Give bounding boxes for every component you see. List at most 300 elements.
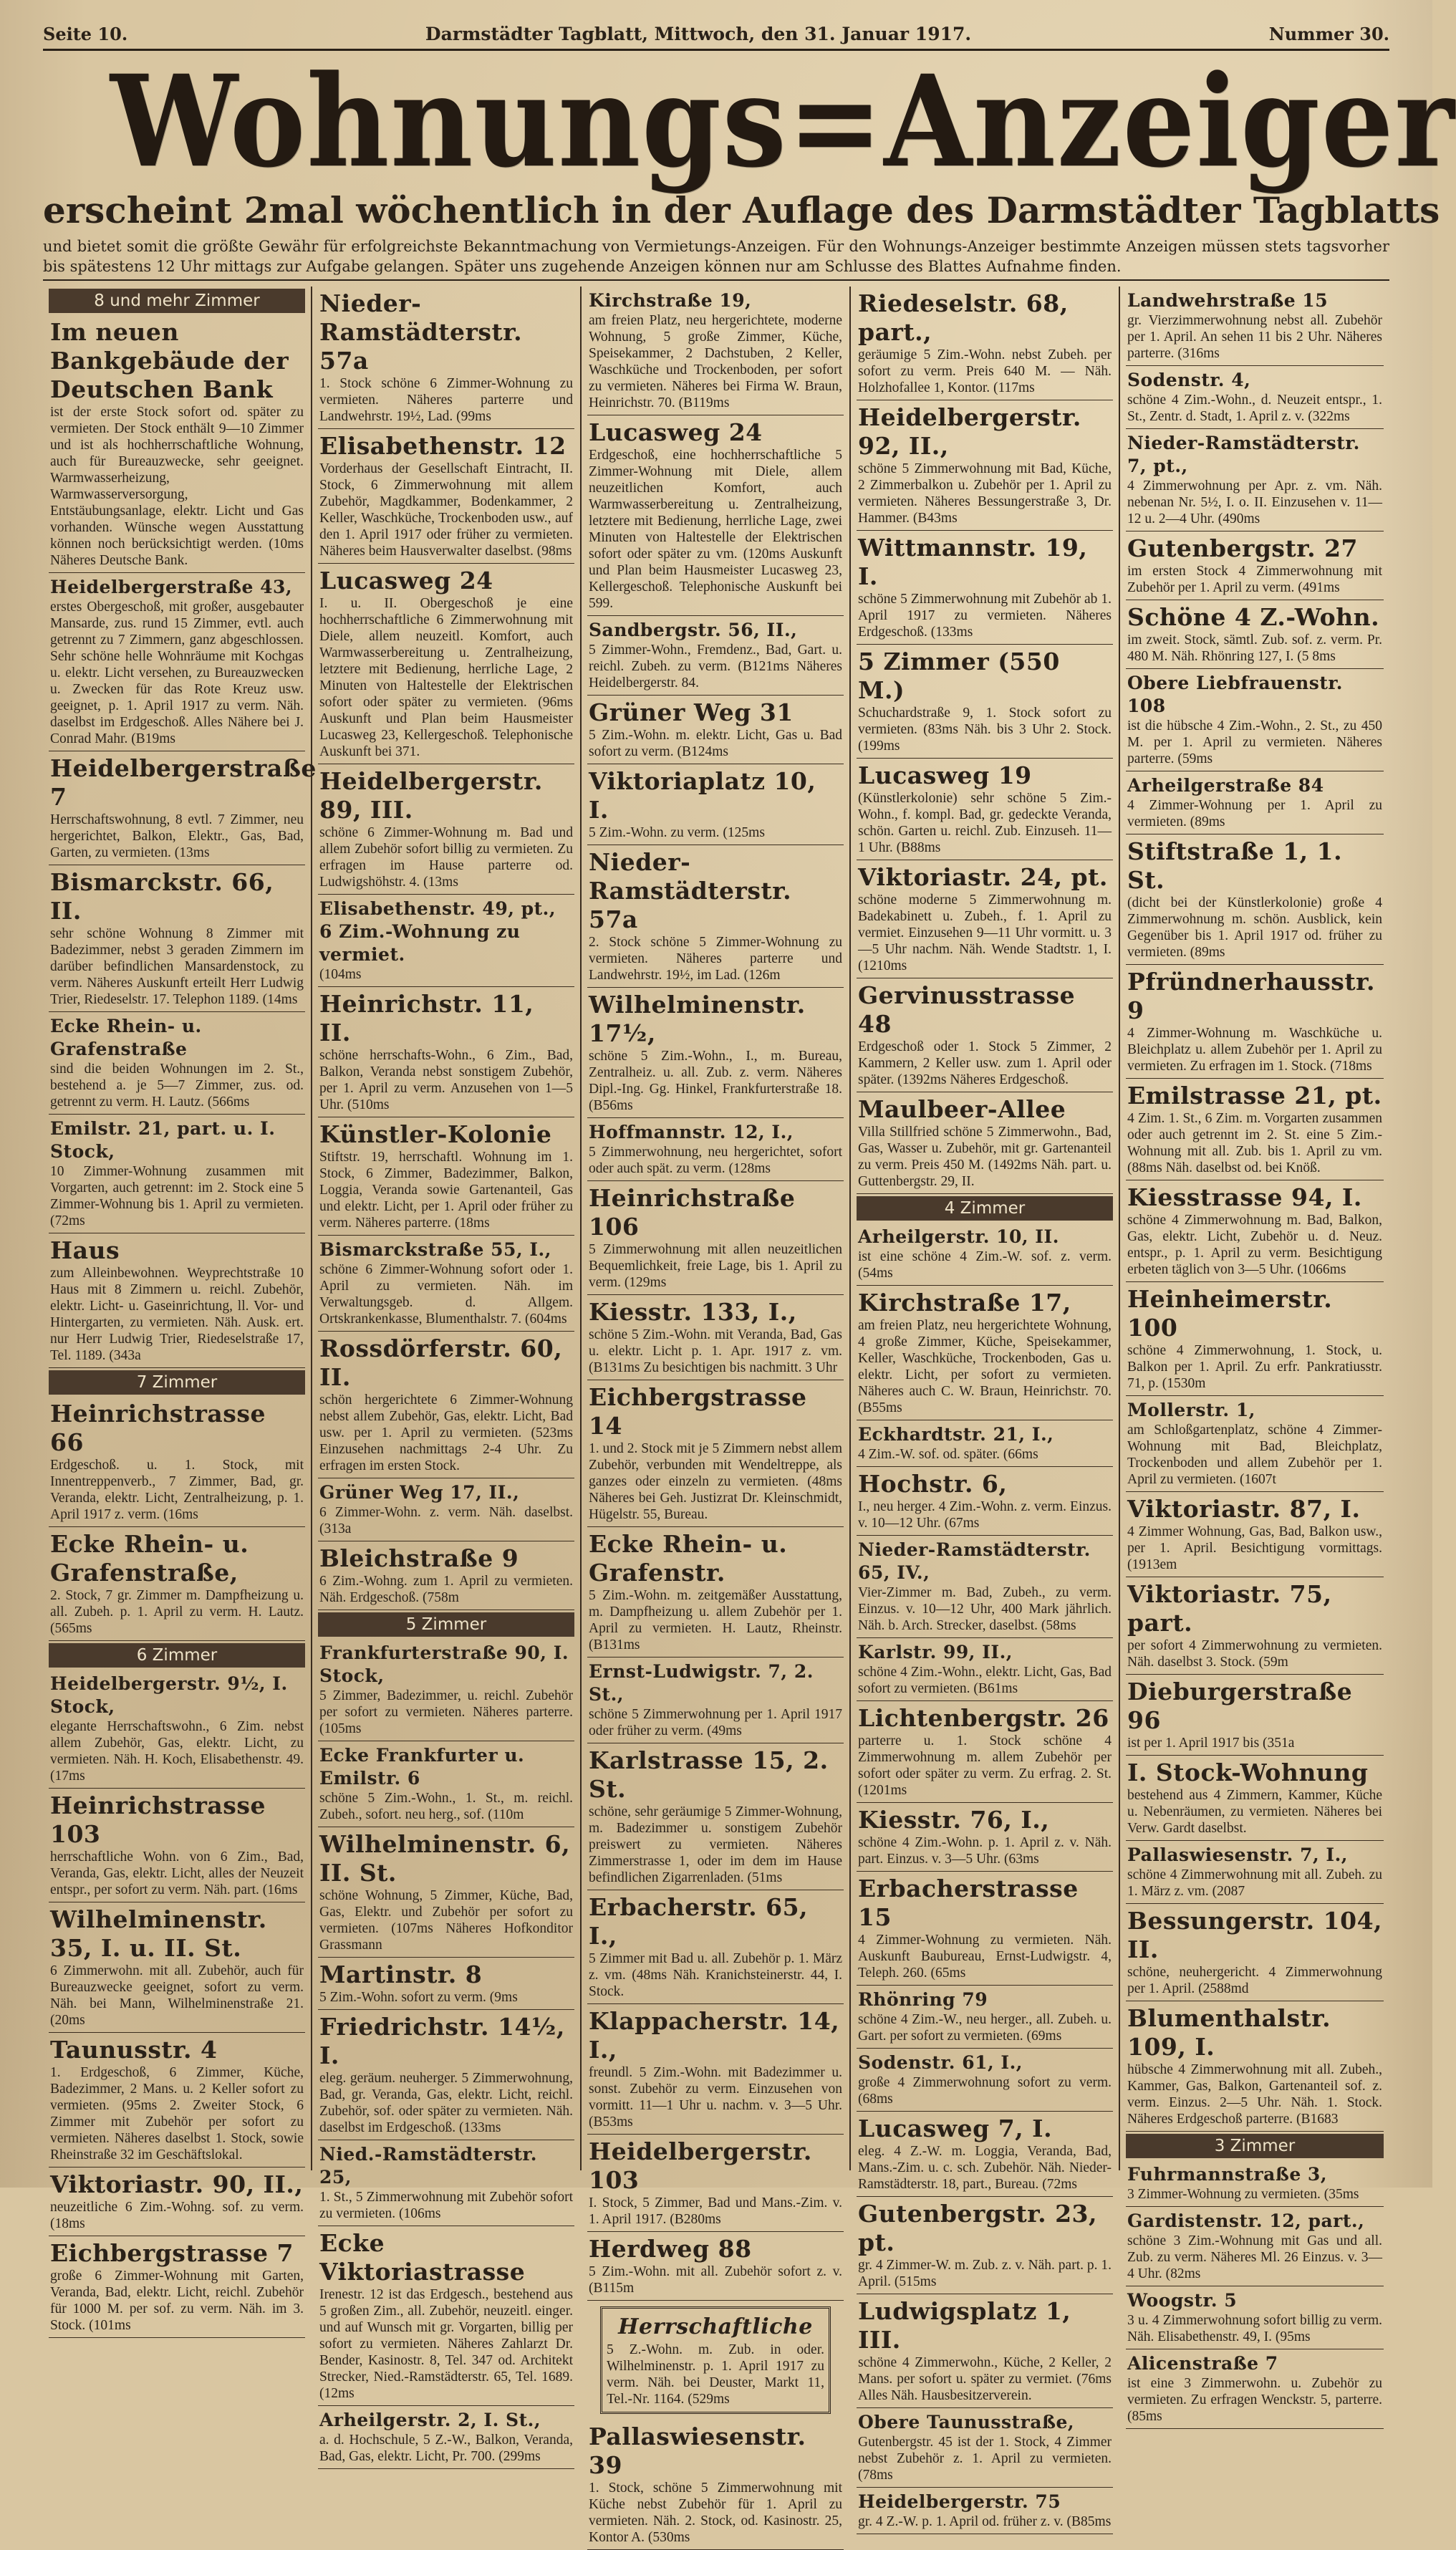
listing-text: Vier-Zimmer m. Bad, Zubeh., zu verm. Einzus. v. 10—12 Uhr, 400 Mark jährlich. Näh. b. Arch. Strecker, daselbst. (58ms [858, 1585, 1112, 1633]
listing-text: hübsche 4 Zimmerwohnung mit all. Zubeh., Kammer, Gas, Balkon, Gartenanteil sof. z. verm. Einzus. 2—5 Uhr. Näh. 1. Stock. Näheres Erdgeschoß parterre. (B1683 [1127, 2062, 1382, 2127]
listing-address: Friedrichstr. 14½, I. [319, 2013, 565, 2069]
listing-ad [318, 987, 574, 1117]
listing-ad [587, 845, 844, 988]
listing-text: 3 u. 4 Zimmerwohnung sofort billig zu verm. Näh. Elisabethenstr. 49, I. (95ms [1127, 2313, 1382, 2344]
listing-text: schöne 5 Zim.-Wohn., I., m. Bureau, Zentralheiz. u. all. Zub. z. verm. Näheres Dipl.-Ing. Gg. Hinkel, Frankfurterstraße 18. (B56ms [589, 1049, 842, 1113]
listing-ad [857, 645, 1113, 759]
listing-address: Bleichstraße 9 [319, 1544, 519, 1572]
listing-text: Erdgeschoß, eine hochherrschaftliche 5 Zimmer-Wohnung mit Diele, allem neuzeitlichen Komfort, auch Warmwasserbereitung u. Zentralheizung, letztere mit Bedienung, herrliche Lage, zwei Minuten von Haltestelle der Elektrischen sofort oder später zu vm. (120ms Auskunft und Plan beim Hausmeister Lucasweg 23, Kellergeschoß. Telephonische Auskunft bei 599. [589, 448, 842, 611]
listing-text: am freien Platz, neu hergerichtete, moderne Wohnung, 5 große Zimmer, Küche, Speisekammer, 2 Dachstuben, 2 Keller, Waschküche und Trockenboden, per sofort zu vermieten. Näheres bei Firma W. Braun, Heinrichstr. 70. (B119ms [589, 313, 842, 410]
listing-column [43, 287, 317, 2333]
listing-ad [857, 1701, 1113, 1803]
listing-ad [857, 2112, 1113, 2197]
listing-ad [49, 1115, 305, 1233]
section-heading: 4 Zimmer [857, 1196, 1113, 1221]
listing-address: Wittmannstr. 19, I. [858, 534, 1088, 590]
newspaper-dateline: Darmstädter Tagblatt, Mittwoch, den 31. Januar 1917. [425, 24, 972, 44]
listing-text: schöne Wohnung, 5 Zimmer, Küche, Bad, Gas, Elektr. und Zubehör per sofort zu vermieten. (107ms Näheres Hofkonditor Grassmann [319, 1888, 573, 1953]
listing-ad [1126, 531, 1384, 600]
listing-text: (104ms [319, 967, 362, 982]
listing-text: schöne 5 Zimmerwohnung mit Bad, Küche, 2 Zimmerbalkon u. Zubehör per 1. April zu vermieten. Näheres Bessungerstraße 3, Dr. Hammer. (B43ms [858, 461, 1112, 526]
listing-ad [1126, 1841, 1384, 1904]
listing-text: a. d. Hochschule, 5 Z.-W., Balkon, Veranda, Bad, Gas, elektr. Licht, Pr. 700. (299ms [319, 2433, 573, 2464]
listing-text: herrschaftliche Wohn. von 6 Zim., Bad, Veranda, Gas, elektr. Licht, alles der Neuzeit entspr., per sofort zu verm. Näh. part. (16ms [50, 1849, 304, 1897]
listing-text: im ersten Stock 4 Zimmerwohnung mit Zubehör per 1. April zu verm. (491ms [1127, 564, 1382, 595]
listing-address: Riedeselstr. 68, part., [858, 289, 1069, 346]
listing-text: 5 Zimmer-Wohn., Fremdenz., Bad, Gart. u. reichl. Zubeh. zu verm. (B121ms Näheres Heidelbergerstr. 84. [589, 643, 842, 691]
listing-text: Vorderhaus der Gesellschaft Eintracht, II. Stock, 6 Zimmerwohnung mit allem Zubehör, Magdkammer, Bodenkammer, 2 Keller, Waschküche, Trockenboden usw., auf den 1. April 1917 oder früher zu vermieten. Näheres beim Hausverwalter daselbst. (98ms [319, 461, 573, 559]
listing-text: 4 Zim. 1. St., 6 Zim. m. Vorgarten zusammen oder auch getrennt im 2. St. eine 5 Zim.-Wohnung mit all. Zub. bis 1. April zu vm. (88ms Näh. daselbst od. bei Knöß. [1127, 1111, 1382, 1175]
masthead [43, 47, 1456, 196]
section-heading: 8 und mehr Zimmer [49, 289, 305, 313]
listing-address: Lucasweg 19 [858, 761, 1032, 789]
listing-text: 1. und 2. Stock mit je 5 Zimmern nebst allem Zubehör, verbunden mit Wendeltreppe, als ganzes oder einzeln zu vermieten. (48ms Näheres bei Geh. Justizrat Dr. Kleinschmidt, Hügelstr. 55, Bureau. [589, 1441, 842, 1522]
listing-ad [1126, 2160, 1384, 2207]
listing-text: Erdgeschoß oder 1. Stock 5 Zimmer, 2 Kammern, 2 Keller usw. zum 1. April oder später. (1392ms Näheres Erdgeschoß. [858, 1039, 1112, 1087]
listing-address: Blumenthalstr. 109, I. [1127, 2004, 1331, 2061]
listing-ad [49, 315, 305, 573]
listing-ad [587, 616, 844, 696]
listing-address: Heinrichstrasse 66 [50, 1400, 266, 1456]
listing-address: Heidelbergerstraße 43, [50, 577, 293, 597]
listing-ad [857, 2488, 1113, 2534]
listing-ad [318, 1827, 574, 1958]
listing-ad [1126, 2001, 1384, 2132]
listing-address: Bismarckstraße 55, I., [319, 1239, 551, 1260]
listing-text: 5 Zim.-Wohn. m. zeitgemäßer Ausstattung, m. Dampfheizung u. allem Zubehör per 1. April zu vermieten. H. Lautz, Rheinstr. (B131ms [589, 1588, 842, 1652]
listing-ad [1126, 1675, 1384, 1756]
listing-text: große 4 Zimmerwohnung sofort zu verm. (68ms [858, 2075, 1112, 2107]
listing-address: Karlstrasse 15, 2. St. [589, 1746, 829, 1803]
listing-text: bestehend aus 4 Zimmern, Kammer, Küche u. Nebenräumen, zu vermieten. Näheres bei Verw. Gardt daselbst. [1127, 1788, 1382, 1836]
listing-address: Grüner Weg 17, II., [319, 1482, 520, 1503]
listing-text: schöne moderne 5 Zimmerwohnung m. Badekabinett u. Zubeh., f. 1. April zu vermiet. Einzusehen 9—11 Uhr vormitt. u. 3—5 Uhr nachm. Näh. Wende Stadtstr. 1, I. (1210ms [858, 892, 1112, 973]
listing-text: Gutenbergstr. 45 ist der 1. Stock, 4 Zimmer nebst Zubehör z. 1. April zu vermieten. (78ms [858, 2435, 1112, 2483]
listing-address: Lichtenbergstr. 26 [858, 1704, 1109, 1732]
listing-text: 4 Zimmer-Wohnung zu vermieten. Näh. Auskunft Baubureau, Ernst-Ludwigstr. 4, Teleph. 260. (65ms [858, 1933, 1112, 1981]
listing-ad [857, 759, 1113, 860]
listing-text: erstes Obergeschoß, mit großer, ausgebauter Mansarde, zus. rund 15 Zimmer, evtl. auch getrennt zu 7 Zimmern, ganz abgeschlossen. Sehr schöne helle Wohnräume mit Kochgas u. elektr. Licht versehen, zu Bureauzwecken u. Zwecken für das Rote Kreuz usw. geeignet, p. 1. April 1917 zu verm. Näh. daselbst im Erdgeschoß. Alles Nähere bei J. Conrad Mahr. (B19ms [50, 600, 304, 746]
listing-text: Herrschaftswohnung, 8 evtl. 7 Zimmer, neu hergerichtet, Balkon, Elektr., Gas, Bad, Garten, zu vermieten. (13ms [50, 812, 304, 860]
page-subtitle: erscheint 2mal wöchentlich in der Auflage des Darmstädter Tagblatts [43, 189, 1440, 231]
listing-address: Viktoriastr. 75, part. [1127, 1580, 1332, 1637]
listing-text: sehr schöne Wohnung 8 Zimmer mit Badezimmer, nebst 3 geraden Zimmern im darüber befindlichen Mansardenstock, zu verm. Näheres Auskunft erteilt Herr Ludwig Trier, Riedeselstr. 17. Telephon 1189. (14ms [50, 926, 304, 1007]
listing-ad [857, 1420, 1113, 1467]
listing-address: Ecke Rhein- u. Grafenstraße, [50, 1530, 249, 1587]
listing-text: neuzeitliche 6 Zim.-Wohng. sof. zu verm. (18ms [50, 2200, 304, 2231]
listing-address: Kirchstraße 19, [589, 290, 752, 311]
listing-text: per sofort 4 Zimmerwohnung zu vermieten. Näh. daselbst 3. Stock. (59m [1127, 1638, 1382, 1670]
listing-address: Gervinusstrasse 48 [858, 981, 1076, 1038]
listing-ad [857, 2294, 1113, 2408]
listing-ad [587, 1658, 844, 1743]
listing-ad [857, 400, 1113, 531]
listing-ad [587, 2004, 844, 2135]
listing-address: Haus [50, 1236, 120, 1264]
listing-text: 5 Zim.-Wohn. sofort zu verm. (9ms [319, 1990, 518, 2005]
listing-text: Stiftstr. 19, herrschaftl. Wohnung im 1. Stock, 6 Zimmer, Badezimmer, Balkon, Loggia, Veranda sowie Gartenanteil, Gas und elektr. Licht, per 1. April oder früher zu verm. Näheres parterre. (18ms [319, 1150, 573, 1231]
listing-text: am freien Platz, neu hergerichtete Wohnung, 4 große Zimmer, Küche, Speisekammer, Keller, Waschküche, Trockenboden, Gas u. elektr. Licht, per sofort zu vermieten. Näheres auch C. W. Braun, Heinrichstr. 70. (B55ms [858, 1318, 1112, 1415]
listing-address: Bessungerstr. 104, II. [1127, 1907, 1383, 1963]
listing-text: 4 Zimmer-Wohnung m. Waschküche u. Bleichplatz u. allem Zubehör per 1. April zu vermieten. Zu erfragen im 1. Stock. (718ms [1127, 1026, 1382, 1074]
listing-column [851, 287, 1120, 2529]
listing-text: schön hergerichtete 6 Zimmer-Wohnung nebst allem Zubehör, Gas, elektr. Licht, Bad usw. per 1. April zu vermieten. (523ms Einzusehen nachmittags 2-4 Uhr. Zu erfragen im ersten Stock. [319, 1392, 573, 1473]
listing-address: Hochstr. 6, [858, 1470, 1008, 1498]
listing-ad [1126, 1282, 1384, 1396]
listing-address: Taunusstr. 4 [50, 2036, 218, 2064]
listing-address: Erbacherstrasse 15 [858, 1875, 1079, 1931]
listing-address: Eichbergstrasse 7 [50, 2239, 294, 2267]
listing-ad [587, 696, 844, 764]
listing-ad [49, 751, 317, 865]
listing-text: eleg. geräum. neuherger. 5 Zimmerwohnung, Bad, gr. Veranda, Gas, elektr. Licht, reichl. Zubehör, sof. oder später zu vermieten. Näh. daselbst im Erdgeschoß. (133ms [319, 2071, 573, 2135]
listing-ad [587, 1380, 844, 1527]
listing-ad [587, 2232, 844, 2301]
listing-address: Kiesstr. 133, I., [589, 1298, 797, 1326]
listing-ad [1126, 287, 1384, 366]
listing-address: Elisabethenstr. 12 [319, 432, 567, 460]
listing-address: Martinstr. 8 [319, 1960, 483, 1988]
listing-address: Im neuen Bankgebäude der Deutschen Bank [50, 318, 289, 403]
listing-text: (Künstlerkolonie) sehr schöne 5 Zim.-Wohn., f. kompl. Bad, gr. gedeckte Veranda, schön. Garten u. reichl. Zub. Einzuseh. 11—1 Uhr. (B88ms [858, 791, 1112, 855]
listing-address: Arheilgerstr. 10, II. [858, 1226, 1059, 1247]
listing-ad [1126, 429, 1384, 531]
listing-address: Pallaswiesenstr. 7, I., [1127, 1844, 1348, 1865]
listing-address: Arheilgerstraße 84 [1127, 775, 1324, 796]
listing-ad [49, 1789, 305, 1902]
listing-text: elegante Herrschaftswohn., 6 Zim. nebst allem Zubehör, Gas, elektr. Licht, zu vermieten. Näh. H. Koch, Elisabethenstr. 49. (17ms [50, 1719, 304, 1784]
listing-text: 2. Stock schöne 5 Zimmer-Wohnung zu vermieten. Näheres parterre und Landwehrstr. 19½, im Lad. (126m [589, 935, 842, 983]
listing-ad [587, 1527, 844, 1658]
listing-text: ist eine schöne 4 Zim.-W. sof. z. verm. (54ms [858, 1249, 1112, 1281]
listing-text: 6 Zimmerwohn. mit all. Zubehör, auch für Bureauzwecke geeignet, sofort zu verm. Näh. bei Mann, Wilhelminenstraße 21. (20ms [50, 1963, 304, 2028]
section-heading: 7 Zimmer [49, 1370, 305, 1395]
listing-ad [1126, 1180, 1384, 1282]
listing-address: Pfründnerhausstr. 9 [1127, 968, 1375, 1024]
listing-ad [587, 2420, 844, 2550]
listing-address: Karlstr. 99, II., [858, 1642, 1013, 1663]
listing-address: I. Stock-Wohnung [1127, 1758, 1369, 1786]
listing-ad [857, 1467, 1113, 1536]
listing-ad [318, 2406, 574, 2469]
listing-address: Lucasweg 7, I. [858, 2114, 1053, 2142]
listing-address: Obere Taunusstraße, [858, 2412, 1075, 2433]
listing-text: 5 Zimmer, Badezimmer, u. reichl. Zubehör per sofort zu vermieten. Näheres parterre. (105ms [319, 1688, 573, 1736]
listing-text: 6 Zimmer-Wohn. z. verm. Näh. daselbst. (313a [319, 1505, 573, 1536]
listing-text: Schuchardstraße 9, 1. Stock sofort zu vermieten. (83ms Näh. bis 3 Uhr 2. Stock. (199ms [858, 706, 1112, 754]
listing-ad [318, 1332, 574, 1478]
listing-address: Nied.-Ramstädterstr. 25, [319, 2144, 537, 2188]
listing-text: 3 Zimmer-Wohnung zu vermieten. (35ms [1127, 2187, 1359, 2202]
listing-address: Viktoriastr. 90, II., [50, 2170, 304, 2198]
listing-address: Rhönring 79 [858, 1989, 988, 2010]
listing-address: Nieder-Ramstädterstr. 65, IV., [858, 1539, 1091, 1583]
issue-number: Nummer 30. [1268, 24, 1389, 44]
listing-address: Ecke Rhein- u. Grafenstr. [589, 1530, 788, 1587]
listing-address: Wilhelminenstr. 17½, [589, 991, 806, 1047]
listing-ad [49, 1397, 305, 1527]
listing-text: schöne 4 Zim.-Wohn. p. 1. April z. v. Näh. part. Einzus. v. 3—5 Uhr. (63ms [858, 1835, 1112, 1867]
listing-text: 2. Stock, 7 gr. Zimmer m. Dampfheizung u. all. Zubeh. p. 1. April zu verm. H. Lautz. (565ms [50, 1588, 304, 1636]
listing-text: 4 Zim.-W. sof. od. später. (66ms [858, 1447, 1038, 1462]
listing-address: Heidelbergerstr. 103 [589, 2137, 812, 2194]
listing-ad [318, 1117, 574, 1236]
page-number: Seite 10. [43, 24, 128, 44]
listing-text: schöne 6 Zimmer-Wohnung sofort oder 1. April zu vermieten. Näh. im Verwaltungsgeb. d. Allgem. Ortskrankenkasse, Blumenthalstr. 7. (604ms [319, 1262, 573, 1327]
listing-ad [600, 2306, 831, 2414]
listing-ad [587, 2135, 844, 2232]
listing-address: Ecke Viktoriastrasse [319, 2229, 526, 2286]
listing-address: Gutenbergstr. 27 [1127, 534, 1359, 562]
listing-ad [49, 2236, 305, 2338]
listing-text: schöne 4 Zim.-Wohn., elektr. Licht, Gas, Bad sofort zu vermieten. (B61ms [858, 1665, 1112, 1696]
listing-ad [857, 978, 1113, 1092]
listing-ad [587, 1890, 844, 2004]
listing-ad [318, 764, 574, 895]
listing-address: Bismarckstr. 66, II. [50, 868, 274, 925]
section-heading: 6 Zimmer [49, 1643, 305, 1668]
listing-address: Heidelbergerstraße 7 [50, 754, 317, 811]
listing-ad [1126, 1756, 1384, 1841]
listing-ad [1126, 2349, 1384, 2429]
listing-address: Landwehrstraße 15 [1127, 290, 1329, 311]
listing-address: Herdweg 88 [589, 2235, 752, 2263]
listing-ad [49, 573, 305, 751]
listing-text: I., neu herger. 4 Zim.-Wohn. z. verm. Einzus. v. 10—12 Uhr. (67ms [858, 1499, 1112, 1531]
listing-address: Emilstrasse 21, pt. [1127, 1082, 1382, 1110]
listing-text: schöne 4 Zimmerwohnung mit all. Zubeh. zu 1. März z. vm. (2087 [1127, 1867, 1382, 1899]
listing-column [1120, 287, 1389, 2424]
listing-text: schöne 4 Zimmerwohn., Küche, 2 Keller, 2 Mans. per sofort u. später zu vermiet. (76ms Alles Näh. Hausbesitzerverein. [858, 2355, 1112, 2403]
listing-address: Stiftstraße 1, 1. St. [1127, 837, 1343, 894]
listing-address: Maulbeer-Allee [858, 1095, 1066, 1123]
listing-ad [1126, 669, 1384, 771]
listing-ad [1126, 1577, 1384, 1675]
running-header [43, 16, 1389, 51]
listing-address: Fuhrmannstraße 3, [1127, 2164, 1328, 2185]
listing-address: Wilhelminenstr. 6, II. St. [319, 1830, 571, 1887]
listing-ad [857, 1092, 1113, 1194]
listing-text: I. Stock, 5 Zimmer, Bad und Mans.-Zim. v. 1. April 1917. (B280ms [589, 2195, 842, 2227]
listing-text: parterre u. 1. Stock schöne 4 Zimmerwohnung m. allem Zubehör per sofort oder später zu verm. Zu erfrag. 2. St. (1201ms [858, 1733, 1112, 1798]
listing-ad [1126, 2207, 1384, 2286]
listing-text: 1. St., 5 Zimmerwohnung mit Zubehör sofort zu vermieten. (106ms [319, 2190, 573, 2221]
listing-ad [857, 1286, 1113, 1420]
listing-text: ist die hübsche 4 Zim.-Wohn., 2. St., zu 450 M. per 1. April zu vermieten. Näheres parterre. (59ms [1127, 718, 1382, 766]
listing-address: Sandbergstr. 56, II., [589, 620, 798, 640]
listing-text: Irenestr. 12 ist das Erdgesch., bestehend aus 5 großen Zim., all. Zubehör, neuzeitl. einger. und auf Wunsch mit gr. Vorgarten, billig per sofort zu vermieten. Näheres Zahlarzt Dr. Bender, Kasinostr. 8, Tel. 347 od. Architekt Strecker, Nied.-Ramstädterstr. 65, Tel. 1689. (12ms [319, 2287, 573, 2401]
listing-text: 4 Zimmerwohnung per Apr. z. vm. Näh. nebenan Nr. 5½, I. o. II. Einzusehen v. 11—12 u. 2—4 Uhr. (490ms [1127, 478, 1382, 526]
listing-text: 5 Zimmerwohnung mit allen neuzeitlichen Bequemlichkeit, freie Lage, bis 1. April zu verm. (129ms [589, 1242, 842, 1290]
listing-address: Hoffmannstr. 12, I., [589, 1122, 794, 1142]
listing-address: Nieder-Ramstädterstr. 57a [589, 848, 792, 933]
listing-text: gr. Vierzimmerwohnung nebst all. Zubehör per 1. April. An sehen 11 bis 2 Uhr. Näheres parterre. (316ms [1127, 313, 1382, 361]
listing-column [582, 287, 851, 2545]
listing-text: 5 Zim.-Wohn. m. elektr. Licht, Gas u. Bad sofort zu verm. (B124ms [589, 728, 842, 759]
listing-ad [49, 1012, 305, 1115]
listing-address: Schöne 4 Z.-Wohn. [1127, 603, 1380, 631]
listing-address: Rossdörferstr. 60, II. [319, 1334, 563, 1391]
listing-address: Gutenbergstr. 23, pt. [858, 2200, 1098, 2256]
listing-ad [857, 1223, 1113, 1286]
listing-ad [587, 1743, 844, 1890]
listing-address: Eckhardtstr. 21, I., [858, 1424, 1054, 1445]
listing-text: 6 Zim.-Wohng. zum 1. April zu vermieten. Näh. Erdgeschoß. (758m [319, 1574, 573, 1605]
listing-text: schöne 3 Zim.-Wohnung mit Gas und all. Zub. zu verm. Näheres Ml. 26 Einzus. v. 3—4 Uhr. (82ms [1127, 2233, 1382, 2281]
listing-text: schöne herrschafts-Wohn., 6 Zim., Bad, Balkon, Veranda nebst sonstigem Zubehör, per 1. April zu verm. Anzusehen von 1—5 Uhr. (510ms [319, 1048, 573, 1112]
listing-address: Viktoriastr. 87, I. [1127, 1495, 1361, 1523]
listing-address: Heidelbergerstr. 75 [858, 2491, 1061, 2512]
listing-text: eleg. 4 Z.-W. m. Loggia, Veranda, Bad, Mans.-Zim. u. c. sch. Zubehör. Näh. Nieder-Ramstädterstr. 18, part., Bureau. (72ms [858, 2144, 1112, 2192]
listing-ad [318, 1958, 574, 2010]
listing-text: 4 Zimmer-Wohnung per 1. April zu vermieten. (89ms [1127, 798, 1382, 829]
listing-text: ist der erste Stock sofort od. später zu vermieten. Der Stock enthält 9—10 Zimmer und ist als hochherrschaftliche Wohnung, auch für Bureauzwecke, sehr geeignet. Warmwasserheizung, Warmwasserversorgung, Entstäubungsanlage, elektr. Licht und Gas vorhanden. Wünsche wegen Ausstattung können noch berücksichtigt werden. (10ms Näheres Deutsche Bank. [50, 405, 304, 568]
listing-ad [318, 1741, 574, 1827]
listing-text: schöne 6 Zimmer-Wohnung m. Bad und allem Zubehör sofort billig zu vermieten. Zu erfragen im Hause parterre od. Ludwigshöhstr. 4. (13ms [319, 825, 573, 890]
listing-address: Ernst-Ludwigstr. 7, 2. St., [589, 1661, 814, 1705]
listing-address: Gardistenstr. 12, part., [1127, 2210, 1365, 2231]
listing-text: schöne 4 Zimmerwohnung, 1. Stock, u. Balkon per 1. April. Zu erfr. Pankratiusstr. 71, p. (1530m [1127, 1343, 1382, 1391]
listing-address: 5 Zimmer (550 M.) [858, 648, 1060, 704]
listing-address: Künstler-Kolonie [319, 1120, 552, 1148]
listing-text: schöne, neuhergericht. 4 Zimmerwohnung per 1. April. (2588md [1127, 1965, 1382, 1996]
intro-notice: und bietet somit die größte Gewähr für erfolgreichste Bekanntmachung von Vermietungs-Anzeigen. Für den Wohnungs-Anzeiger bestimmte Anzeigen müssen stets tagsvorher bis spätestens 12 Uhr mittags zur Aufgabe gelangen. Später uns zugehende Anzeigen können nur am Schlusse des Blattes Aufnahme finden. [43, 236, 1389, 281]
listing-ad [318, 1236, 574, 1332]
listing-ad [1126, 1904, 1384, 2001]
listing-ad [857, 1872, 1113, 1986]
listing-address: Grüner Weg 31 [589, 698, 794, 726]
listing-ad [1126, 366, 1384, 429]
section-heading: 3 Zimmer [1126, 2134, 1384, 2158]
listing-ad [49, 1670, 305, 1789]
listing-text: ist per 1. April 1917 bis (351a [1127, 1736, 1295, 1751]
listing-text: Erdgeschoß. u. 1. Stock, mit Innentreppenverb., 7 Zimmer, Bad, gr. Veranda, elektr. Licht, Zentralheizung, p. 1. April 1917 z. verm. (16ms [50, 1458, 304, 1522]
listing-text: 1. Erdgeschoß, 6 Zimmer, Küche, Badezimmer, 2 Mans. u. 2 Keller sofort zu vermieten. (95ms 2. Zweiter Stock, 6 Zimmer mit Zubehör per sofort zu vermieten. Näheres daselbst 1. Stock, sowie Rheinstraße 32 im Geschäftslokal. [50, 2065, 304, 2162]
listing-address: Wilhelminenstr. 35, I. u. II. St. [50, 1905, 267, 1962]
listing-ad [318, 287, 574, 429]
listing-text: 1. Stock schöne 6 Zimmer-Wohnung zu vermieten. Näheres parterre und Landwehrstr. 19½, Lad. (99ms [319, 376, 573, 424]
listing-ad [49, 2033, 305, 2168]
listing-address: Heidelbergerstr. 9½, I. Stock, [50, 1673, 288, 1717]
listing-address: Ecke Rhein- u. Grafenstraße [50, 1016, 202, 1059]
listing-address: Sodenstr. 4, [1127, 370, 1251, 390]
listing-text: ist eine 3 Zimmerwohn. u. Zubehör zu vermieten. Zu erfragen Wenckstr. 5, parterre. (85ms [1127, 2376, 1382, 2424]
listing-text: 5 Z.-Wohn. m. Zub. in oder. Wilhelminenstr. p. 1. April 1917 zu verm. Näh. bei Deuster, Markt 11, Tel.-Nr. 1164. (529ms [607, 2342, 824, 2407]
listing-address: Dieburgerstraße 96 [1127, 1678, 1353, 1734]
listing-text: schöne 4 Zim.-Wohn., d. Neuzeit entspr., 1. St., Zentr. d. Stadt, 1. April z. v. (322ms [1127, 393, 1382, 424]
section-heading: 5 Zimmer [318, 1612, 574, 1637]
listing-address: Ludwigsplatz 1, III. [858, 2297, 1071, 2354]
listing-ad [587, 1181, 844, 1295]
listing-address: Viktoriaplatz 10, I. [589, 767, 816, 824]
listing-text: (dicht bei der Künstlerkolonie) große 4 Zimmerwohnung m. schön. Ausblick, kein Gegenüber bis 1. April 1917 od. früher zu vermieten. (89ms [1127, 895, 1382, 960]
listing-ad [857, 860, 1113, 978]
listing-ad [1126, 965, 1384, 1079]
listing-address: Heinrichstrasse 103 [50, 1791, 266, 1848]
listing-column [312, 287, 582, 2464]
listing-text: schöne 4 Zim.-W., neu herger., all. Zubeh. u. Gart. per sofort zu vermieten. (69ms [858, 2012, 1112, 2044]
listing-address: Heinrichstraße 106 [589, 1184, 796, 1241]
listing-text: 5 Zim.-Wohn. mit all. Zubehör sofort z. v. (B115m [589, 2264, 842, 2296]
listing-text: schöne 5 Zim.-Wohn., 1. St., m. reichl. Zubeh., sofort. neu herg., sof. (110m [319, 1791, 573, 1822]
listing-text: 5 Zim.-Wohn. zu verm. (125ms [589, 825, 765, 840]
listing-text: 1. Stock, schöne 5 Zimmerwohnung mit Küche nebst Zubehör für 1. April zu vermieten. Näh. 2. Stock, od. Kasinostr. 25, Kontor A. (530ms [589, 2481, 842, 2545]
listing-ad [1126, 834, 1384, 965]
listing-text: I. u. II. Obergeschoß je eine hochherrschaftliche 6 Zimmerwohnung mit Diele, allem neuzeitl. Komfort, auch Warmwasserbereitung u. Zentralheizung, letztere mit Bedienung, herrliche Lage, 2 Minuten von Haltestelle der Elektrischen sofort oder später zu vermieten. (96ms Auskunft und Plan beim Hausmeister Lucasweg 23, Kellergeschoß. Telephonische Auskunft bei 371. [319, 596, 573, 759]
listing-address: Frankfurterstraße 90, I. Stock, [319, 1642, 569, 1686]
listing-ad [318, 1541, 574, 1610]
listing-ad [587, 988, 844, 1118]
listing-text: 10 Zimmer-Wohnung zusammen mit Vorgarten, auch getrennt: im 2. Stock eine 5 Zimmer-Wohnung bis 1. April zu vermieten. (72ms [50, 1164, 304, 1228]
listing-ad [857, 287, 1113, 400]
listing-text: im zweit. Stock, sämtl. Zub. sof. z. verm. Pr. 480 M. Näh. Rhönring 127, I. (5 8ms [1127, 632, 1382, 664]
listing-address: Ecke Frankfurter u. Emilstr. 6 [319, 1745, 525, 1789]
listing-ad [49, 1233, 305, 1368]
listing-ad [49, 2168, 305, 2236]
listing-text: schöne 4 Zimmerwohnung m. Bad, Balkon, Gas, elektr. Licht, Zubehör u. d. Neuz. entspr., p. 1. April zu verm. Besichtigung erbeten täglich von 3—5 Uhr. (1066ms [1127, 1213, 1382, 1277]
listing-ad [49, 1527, 305, 1641]
listing-ad [857, 2049, 1113, 2112]
listing-ad [857, 2408, 1113, 2488]
listing-ad [587, 415, 844, 616]
listing-ad [318, 2010, 574, 2140]
listing-address: Heidelbergerstr. 92, II., [858, 403, 1081, 460]
listing-ad [587, 287, 844, 415]
listing-ad [1126, 600, 1384, 669]
listing-address: Heidelbergerstr. 89, III. [319, 767, 543, 824]
listing-text: schöne, sehr geräumige 5 Zimmer-Wohnung, m. Badezimmer u. sonstigem Zubehör preiswert zu vermieten. Näheres Zimmerstrasse 1, oder im dem im Hause befindlichen Zigarrenladen. (51ms [589, 1804, 842, 1885]
listing-text: 5 Zimmerwohnung, neu hergerichtet, sofort oder auch spät. zu verm. (128ms [589, 1145, 842, 1176]
listing-ad [49, 1902, 305, 2033]
listing-address: Heinrichstr. 11, II. [319, 990, 534, 1047]
listing-ad [857, 531, 1113, 645]
listing-address: Kiesstrasse 94, I. [1127, 1183, 1362, 1211]
listing-address: Herrschaftliche [618, 2314, 813, 2339]
listing-text: freundl. 5 Zim.-Wohn. mit Badezimmer u. sonst. Zubehör zu verm. Einzusehen von vormitt. 11—1 Uhr u. nachm. v. 3—5 Uhr. (B53ms [589, 2065, 842, 2130]
listing-address: Erbacherstr. 65, I., [589, 1893, 809, 1950]
listing-text: gr. 4 Zimmer-W. m. Zub. z. v. Näh. part. p. 1. April. (515ms [858, 2258, 1112, 2289]
listing-text: 5 Zimmer mit Bad u. all. Zubehör p. 1. März z. vm. (48ms Näh. Kranichsteinerstr. 44, I. Stock. [589, 1951, 842, 1999]
listing-address: Nieder-Ramstädterstr. 7, pt., [1127, 433, 1360, 476]
listing-address: Lucasweg 24 [319, 567, 493, 595]
listing-ad [587, 1118, 844, 1181]
listing-ad [318, 2226, 574, 2406]
listing-ad [587, 1295, 844, 1380]
listing-address: Viktoriastr. 24, pt. [858, 863, 1108, 891]
listing-address: Heinheimerstr. 100 [1127, 1285, 1333, 1342]
listing-address: Elisabethenstr. 49, pt., 6 Zim.-Wohnung zu vermiet. [319, 898, 556, 965]
listing-text: schöne 5 Zimmerwohnung mit Zubehör ab 1. April 1917 zu vermieten. Näheres Erdgeschoß. (133ms [858, 592, 1112, 640]
listing-text: zum Alleinbewohnen. Weyprechtstraße 10 Haus mit 8 Zimmern u. reichl. Zubehör, elektr. Licht- u. Gaseinrichtung, ll. Vor- und Hintergarten, zu vermieten. Näh. Ausk. ert. nur Herr Ludwig Trier, Riedeselstraße 17, Tel. 1189. (343a [50, 1266, 304, 1363]
listing-ad [1126, 771, 1384, 834]
listing-ad [318, 429, 574, 564]
listing-ad [318, 2140, 574, 2226]
listing-address: Mollerstr. 1, [1127, 1400, 1255, 1420]
listing-ad [857, 1638, 1113, 1701]
listing-ad [587, 764, 844, 845]
listing-address: Klappacherstr. 14, I., [589, 2007, 840, 2064]
listing-ad [857, 2197, 1113, 2294]
listing-ad [1126, 1492, 1384, 1577]
listing-ad [1126, 2286, 1384, 2349]
listing-ad [318, 1478, 574, 1541]
listing-address: Alicenstraße 7 [1127, 2353, 1278, 2374]
listing-ad [318, 895, 574, 987]
listing-columns [43, 287, 1389, 2545]
listing-ad [318, 1639, 574, 1741]
listing-address: Woogstr. 5 [1127, 2290, 1238, 2311]
listing-text: sind die beiden Wohnungen im 2. St., bestehend a. je 5—7 Zimmer, zus. od. getrennt zu verm. H. Lautz. (566ms [50, 1062, 304, 1110]
